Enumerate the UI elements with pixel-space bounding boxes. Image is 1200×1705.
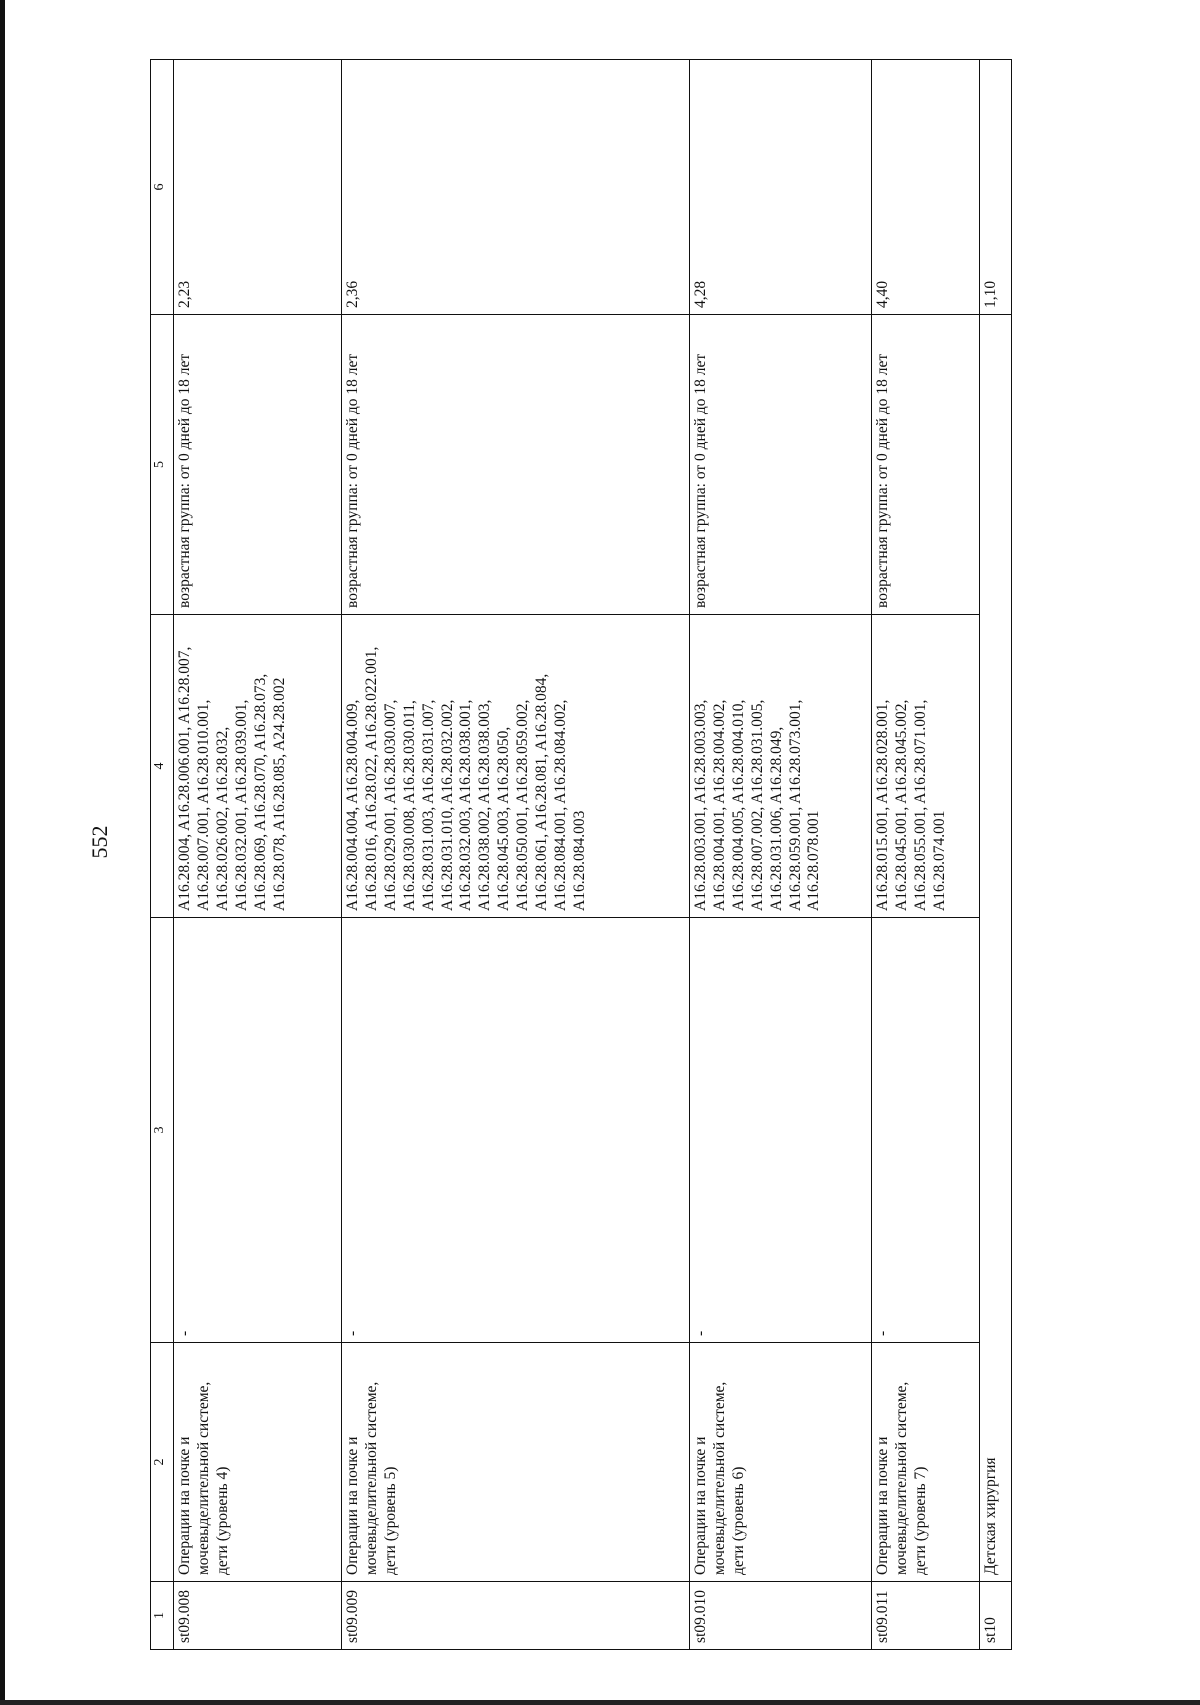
column-header-2: 2 [151, 1343, 174, 1582]
row-codes: A16.28.003.001, A16.28.003.003, A16.28.004.001, A16.28.004.002, A16.28.004.005, A16.28.004.010, A16.28.007.002, A16.28.031.005, A16.28.031.006, A16.28.049, A16.28.059.001, A16.28.073.001, A16.28.078.001 [690, 615, 872, 918]
row-criteria: возрастная группа: от 0 дней до 18 лет [872, 315, 980, 615]
table-row [174, 60, 342, 1650]
column-header-1: 1 [151, 1582, 174, 1650]
table-row [872, 60, 980, 1650]
rotated-table-container [150, 60, 1040, 1650]
row-code: st09.011 [872, 1582, 980, 1650]
header-row [151, 60, 174, 1650]
row-codes: A16.28.004, A16.28.006.001, A16.28.007, A16.28.007.001, A16.28.010.001, A16.28.026.002, A16.28.032, A16.28.032.001, A16.28.039.001, A16.28.069, A16.28.070, A16.28.073, A16.28.078, A16.28.085, A24.28.002 [174, 615, 342, 918]
row-criteria: возрастная группа: от 0 дней до 18 лет [690, 315, 872, 615]
section-title: Детская хирургия [980, 315, 1012, 1582]
scan-left-edge [0, 0, 5, 1705]
column-header-6: 6 [151, 60, 174, 315]
tariff-table [150, 59, 1012, 1650]
column-header-4: 4 [151, 615, 174, 918]
table-row [690, 60, 872, 1650]
scan-bottom-edge [0, 1700, 1200, 1705]
row-name: Операции на почке и мочевыделительной системе, дети (уровень 5) [342, 1343, 690, 1582]
row-coef: 4,28 [690, 60, 872, 315]
column-header-5: 5 [151, 315, 174, 615]
row-criteria: возрастная группа: от 0 дней до 18 лет [174, 315, 342, 615]
page-number: 552 [87, 825, 112, 859]
row-codes: A16.28.004.004, A16.28.004.009, A16.28.016, A16.28.022, A16.28.022.001, A16.28.029.001, A16.28.030.007, A16.28.030.008, A16.28.030.011, A16.28.031.003, A16.28.031.007, A16.28.031.010, A16.28.032.002, A16.28.032.003, A16.28.038.001, A16.28.038.002, A16.28.038.003, A16.28.045.003, A16.28.050, A16.28.050.001, A16.28.059.002, A16.28.061, A16.28.081, A16.28.084, A16.28.084.001, A16.28.084.002, A16.28.084.003 [342, 615, 690, 918]
row-col3: - [690, 918, 872, 1343]
row-coef: 2,23 [174, 60, 342, 315]
table-row [342, 60, 690, 1650]
row-name: Операции на почке и мочевыделительной системе, дети (уровень 4) [174, 1343, 342, 1582]
row-code: st09.009 [342, 1582, 690, 1650]
row-name: Операции на почке и мочевыделительной системе, дети (уровень 6) [690, 1343, 872, 1582]
section-code: st10 [980, 1582, 1012, 1650]
row-name: Операции на почке и мочевыделительной системе, дети (уровень 7) [872, 1343, 980, 1582]
row-col3: - [174, 918, 342, 1343]
section-row [980, 60, 1012, 1650]
row-coef: 4,40 [872, 60, 980, 315]
row-col3: - [872, 918, 980, 1343]
row-col3: - [342, 918, 690, 1343]
row-code: st09.010 [690, 1582, 872, 1650]
row-codes: A16.28.015.001, A16.28.028.001, A16.28.045.001, A16.28.045.002, A16.28.055.001, A16.28.071.001, A16.28.074.001 [872, 615, 980, 918]
row-code: st09.008 [174, 1582, 342, 1650]
section-coef: 1,10 [980, 60, 1012, 315]
row-coef: 2,36 [342, 60, 690, 315]
row-criteria: возрастная группа: от 0 дней до 18 лет [342, 315, 690, 615]
column-header-3: 3 [151, 918, 174, 1343]
